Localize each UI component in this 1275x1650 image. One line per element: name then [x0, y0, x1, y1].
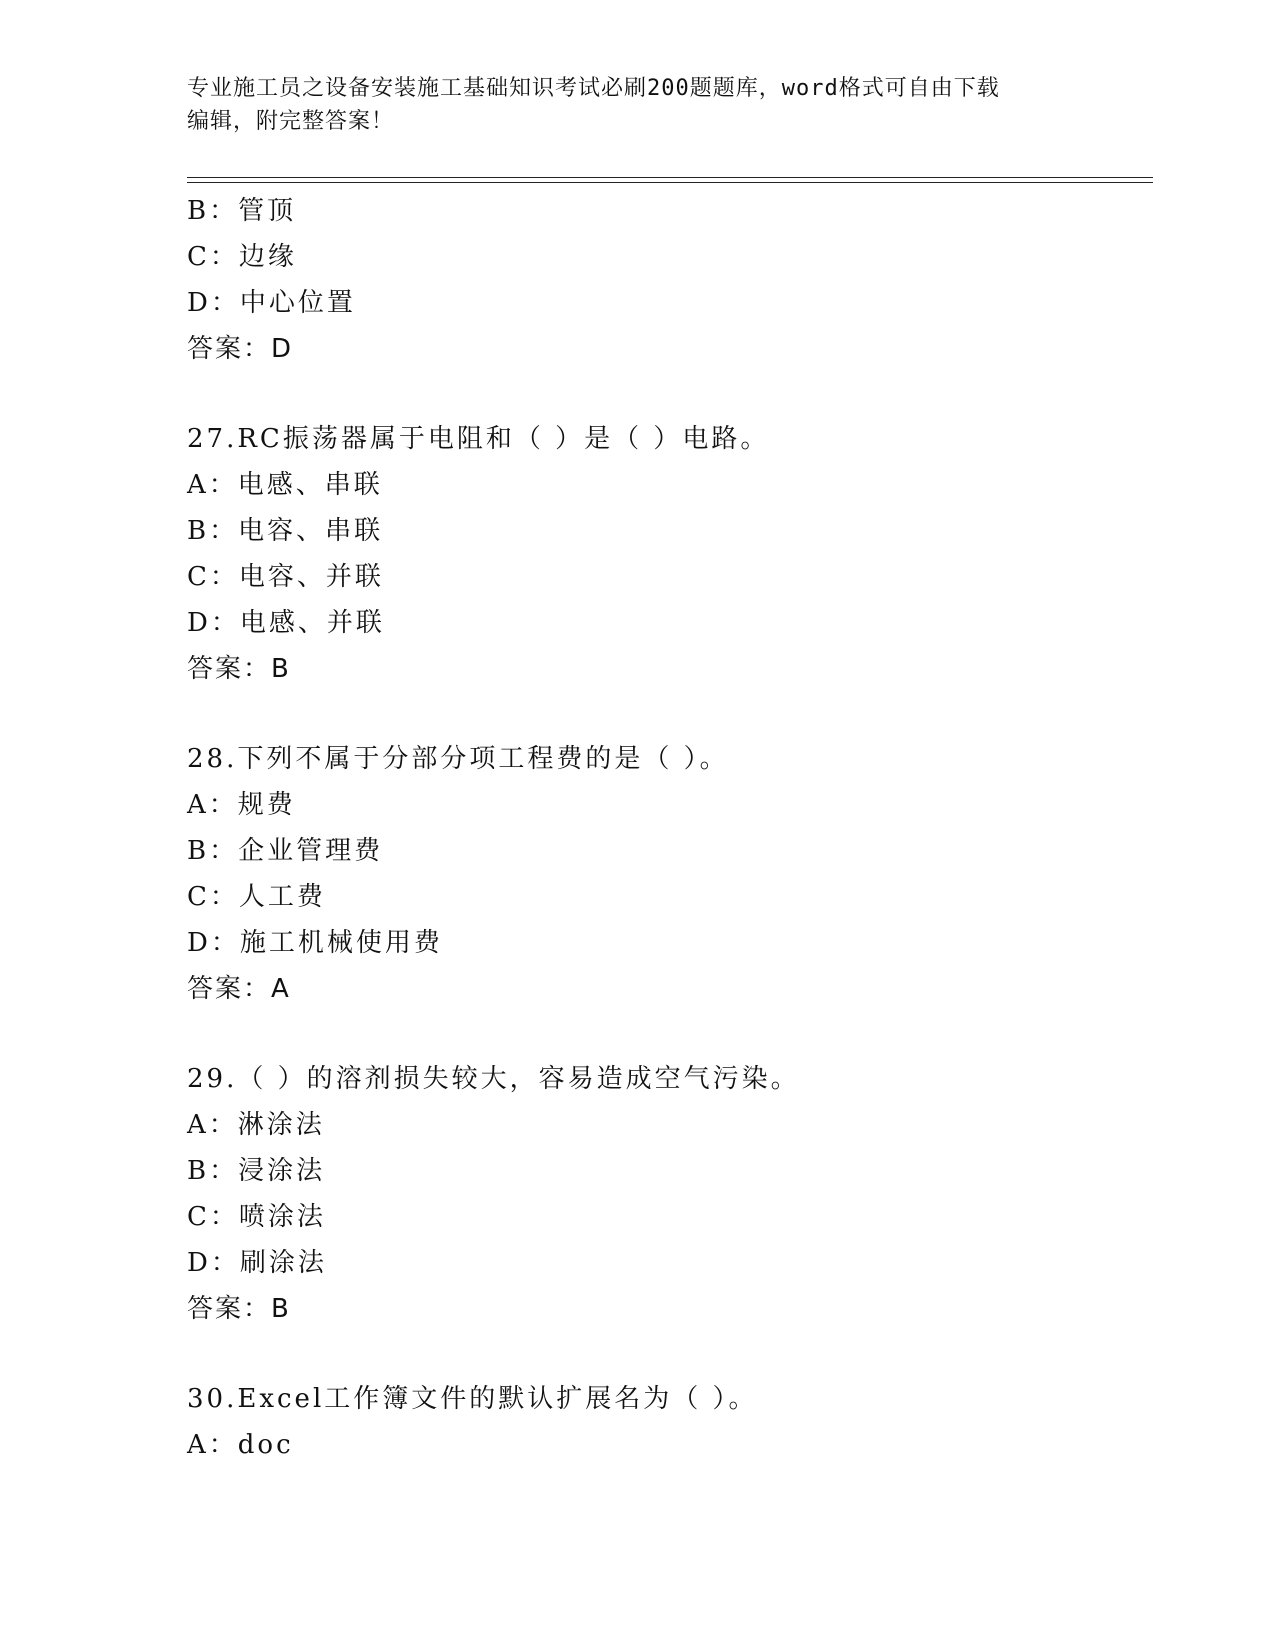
- option-b: B：浸涂法: [187, 1156, 326, 1186]
- question-block-28: [187, 736, 1153, 1012]
- document-header: [187, 72, 1087, 138]
- header-divider-top: [187, 177, 1153, 178]
- option-c: C：喷涂法: [187, 1202, 326, 1232]
- option-b: B：企业管理费: [187, 836, 384, 866]
- option-b: B：管顶: [187, 196, 297, 226]
- question-stem: 29.（ ）的溶剂损失较大，容易造成空气污染。: [187, 1064, 800, 1094]
- answer-line: 答案：A: [187, 974, 291, 1004]
- option-a: A：规费: [187, 790, 296, 820]
- option-d: D：电感、并联: [187, 608, 385, 638]
- option-a: A：doc: [187, 1430, 294, 1460]
- question-block-27: [187, 416, 1153, 692]
- header-title-line-1: 专业施工员之设备安装施工基础知识考试必刷200题题库，word格式可自由下载: [187, 76, 1000, 101]
- question-stem: 27.RC振荡器属于电阻和（ ）是（ ）电路。: [187, 424, 770, 454]
- option-c: C：电容、并联: [187, 562, 384, 592]
- answer-line: 答案：D: [187, 334, 294, 364]
- header-title-line-2: 编辑，附完整答案！: [187, 109, 395, 134]
- option-d: D：刷涂法: [187, 1248, 327, 1278]
- answer-line: 答案：B: [187, 1294, 291, 1324]
- question-spacer: [187, 1012, 1153, 1056]
- option-d: D：中心位置: [187, 288, 356, 318]
- option-a: A：电感、串联: [187, 470, 383, 500]
- question-spacer: [187, 372, 1153, 416]
- option-a: A：淋涂法: [187, 1110, 325, 1140]
- question-block-26-continued: [187, 188, 1153, 372]
- question-spacer: [187, 1332, 1153, 1376]
- header-divider-bottom: [187, 182, 1153, 183]
- question-block-30: [187, 1376, 1153, 1468]
- question-spacer: [187, 692, 1153, 736]
- option-c: C：边缘: [187, 242, 297, 272]
- question-block-29: [187, 1056, 1153, 1332]
- question-list: [187, 188, 1153, 1468]
- option-b: B：电容、串联: [187, 516, 384, 546]
- question-stem: 30.Excel工作簿文件的默认扩展名为（ ）。: [187, 1384, 758, 1414]
- option-d: D：施工机械使用费: [187, 928, 443, 958]
- answer-line: 答案：B: [187, 654, 291, 684]
- option-c: C：人工费: [187, 882, 326, 912]
- question-stem: 28.下列不属于分部分项工程费的是（ ）。: [187, 744, 729, 774]
